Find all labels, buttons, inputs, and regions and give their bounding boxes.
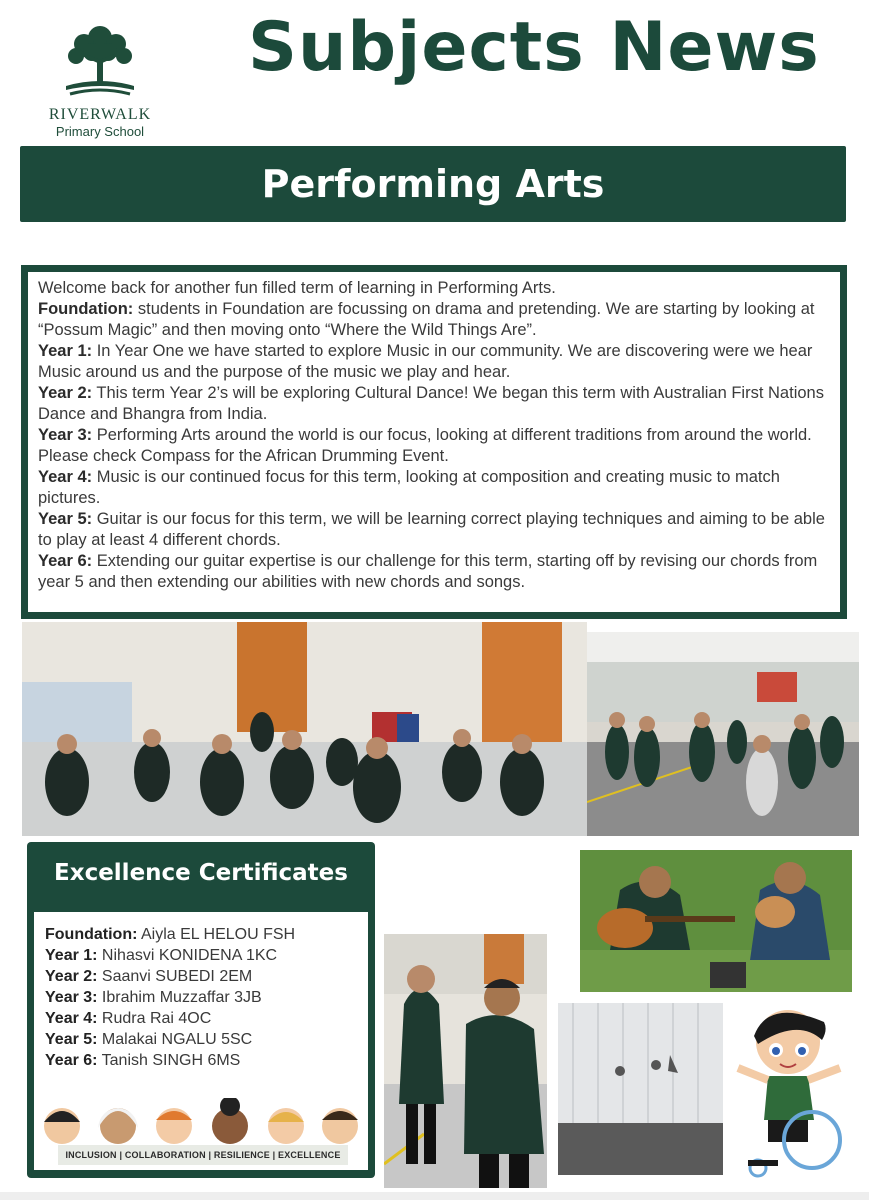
list-item <box>45 1050 368 1071</box>
school-logo <box>30 20 170 145</box>
entry-text: students in Foundation are focussing on drama and pretending. We are starting by looking at “Possum Magic” and then moving onto “Where the Wild Things Are”. <box>38 300 815 339</box>
entry-text: This term Year 2’s will be exploring Cultural Dance! We began this term with Australian First Nations Dance and Bhangra from India. <box>38 384 824 423</box>
school-name: RIVERWALK <box>48 106 152 123</box>
cert-label: Year 3: <box>45 989 98 1006</box>
singing-students-photo <box>384 934 547 1188</box>
school-values-bar <box>58 1145 348 1165</box>
entry-text: Performing Arts around the world is our focus, looking at different traditions from around the world. Please check Compass for the African Drumming Event. <box>38 426 812 465</box>
shadow-puppets-photo <box>558 1003 723 1175</box>
certificates-panel <box>27 842 375 1178</box>
cert-name: Saanvi SUBEDI 2EM <box>97 968 253 985</box>
page-bottom-edge <box>0 1192 869 1200</box>
cert-label: Year 4: <box>45 1010 98 1027</box>
section-banner <box>20 146 846 222</box>
entry-label: Year 2: <box>38 384 93 402</box>
entry-text: Music is our continued focus for this term, looking at composition and creating music to match pictures. <box>38 468 780 507</box>
wheelchair-student-cartoon <box>728 1000 852 1182</box>
list-item <box>45 966 368 987</box>
school-subtitle: Primary School <box>55 124 145 139</box>
intro-entry-year-3 <box>38 425 830 467</box>
school-values-text: INCLUSION | COLLABORATION | RESILIENCE | EXCELLENCE <box>65 1150 341 1160</box>
cert-label: Year 1: <box>45 947 98 964</box>
page-title: Subjects News <box>248 8 820 87</box>
entry-text: In Year One we have started to explore Music in our community. We are discovering were we hear Music around us and the purpose of the music we play and hear. <box>38 342 813 381</box>
section-title: Performing Arts <box>261 162 605 206</box>
intro-entry-foundation <box>38 299 830 341</box>
list-item <box>45 987 368 1008</box>
cert-name: Rudra Rai 4OC <box>97 1010 212 1027</box>
certificates-title: Excellence Certificates <box>54 860 348 886</box>
entry-label: Year 6: <box>38 552 93 570</box>
cert-name: Malakai NGALU 5SC <box>97 1031 253 1048</box>
list-item <box>45 945 368 966</box>
intro-entry-year-2 <box>38 383 830 425</box>
certificates-list <box>34 912 368 1071</box>
cert-label: Foundation: <box>45 926 138 943</box>
certificates-list-box <box>34 912 368 1170</box>
tree-logo-icon <box>60 20 140 102</box>
entry-label: Year 5: <box>38 510 93 528</box>
intro-entry-year-1 <box>38 341 830 383</box>
entry-text: Extending our guitar expertise is our challenge for this term, starting off by revising our chords from year 5 and then extending our abilities with new chords and songs. <box>38 552 818 591</box>
dance-hall-photo <box>587 632 859 836</box>
intro-entry-year-6 <box>38 551 830 593</box>
list-item <box>45 1008 368 1029</box>
cert-name: Tanish SINGH 6MS <box>97 1052 241 1069</box>
cartoon-student-faces <box>40 1098 362 1148</box>
list-item <box>45 924 368 945</box>
entry-text: Guitar is our focus for this term, we will be learning correct playing techniques and aiming to be able to play at least 4 different chords. <box>38 510 825 549</box>
cert-name: Ibrahim Muzzaffar 3JB <box>97 989 262 1006</box>
welcome-text: Welcome back for another fun filled term of learning in Performing Arts. <box>38 279 556 297</box>
intro-entry-year-5 <box>38 509 830 551</box>
classroom-photo <box>22 622 587 836</box>
entry-label: Year 1: <box>38 342 93 360</box>
entry-label: Foundation: <box>38 300 134 318</box>
intro-text-box <box>21 265 847 619</box>
cert-label: Year 5: <box>45 1031 98 1048</box>
cert-label: Year 2: <box>45 968 98 985</box>
guitar-students-photo <box>580 850 852 992</box>
entry-label: Year 4: <box>38 468 93 486</box>
list-item <box>45 1029 368 1050</box>
cert-label: Year 6: <box>45 1052 98 1069</box>
intro-entry-year-4 <box>38 467 830 509</box>
cert-name: Nihasvi KONIDENA 1KC <box>97 947 278 964</box>
cert-name: Aiyla EL HELOU FSH <box>137 926 296 943</box>
entry-label: Year 3: <box>38 426 93 444</box>
